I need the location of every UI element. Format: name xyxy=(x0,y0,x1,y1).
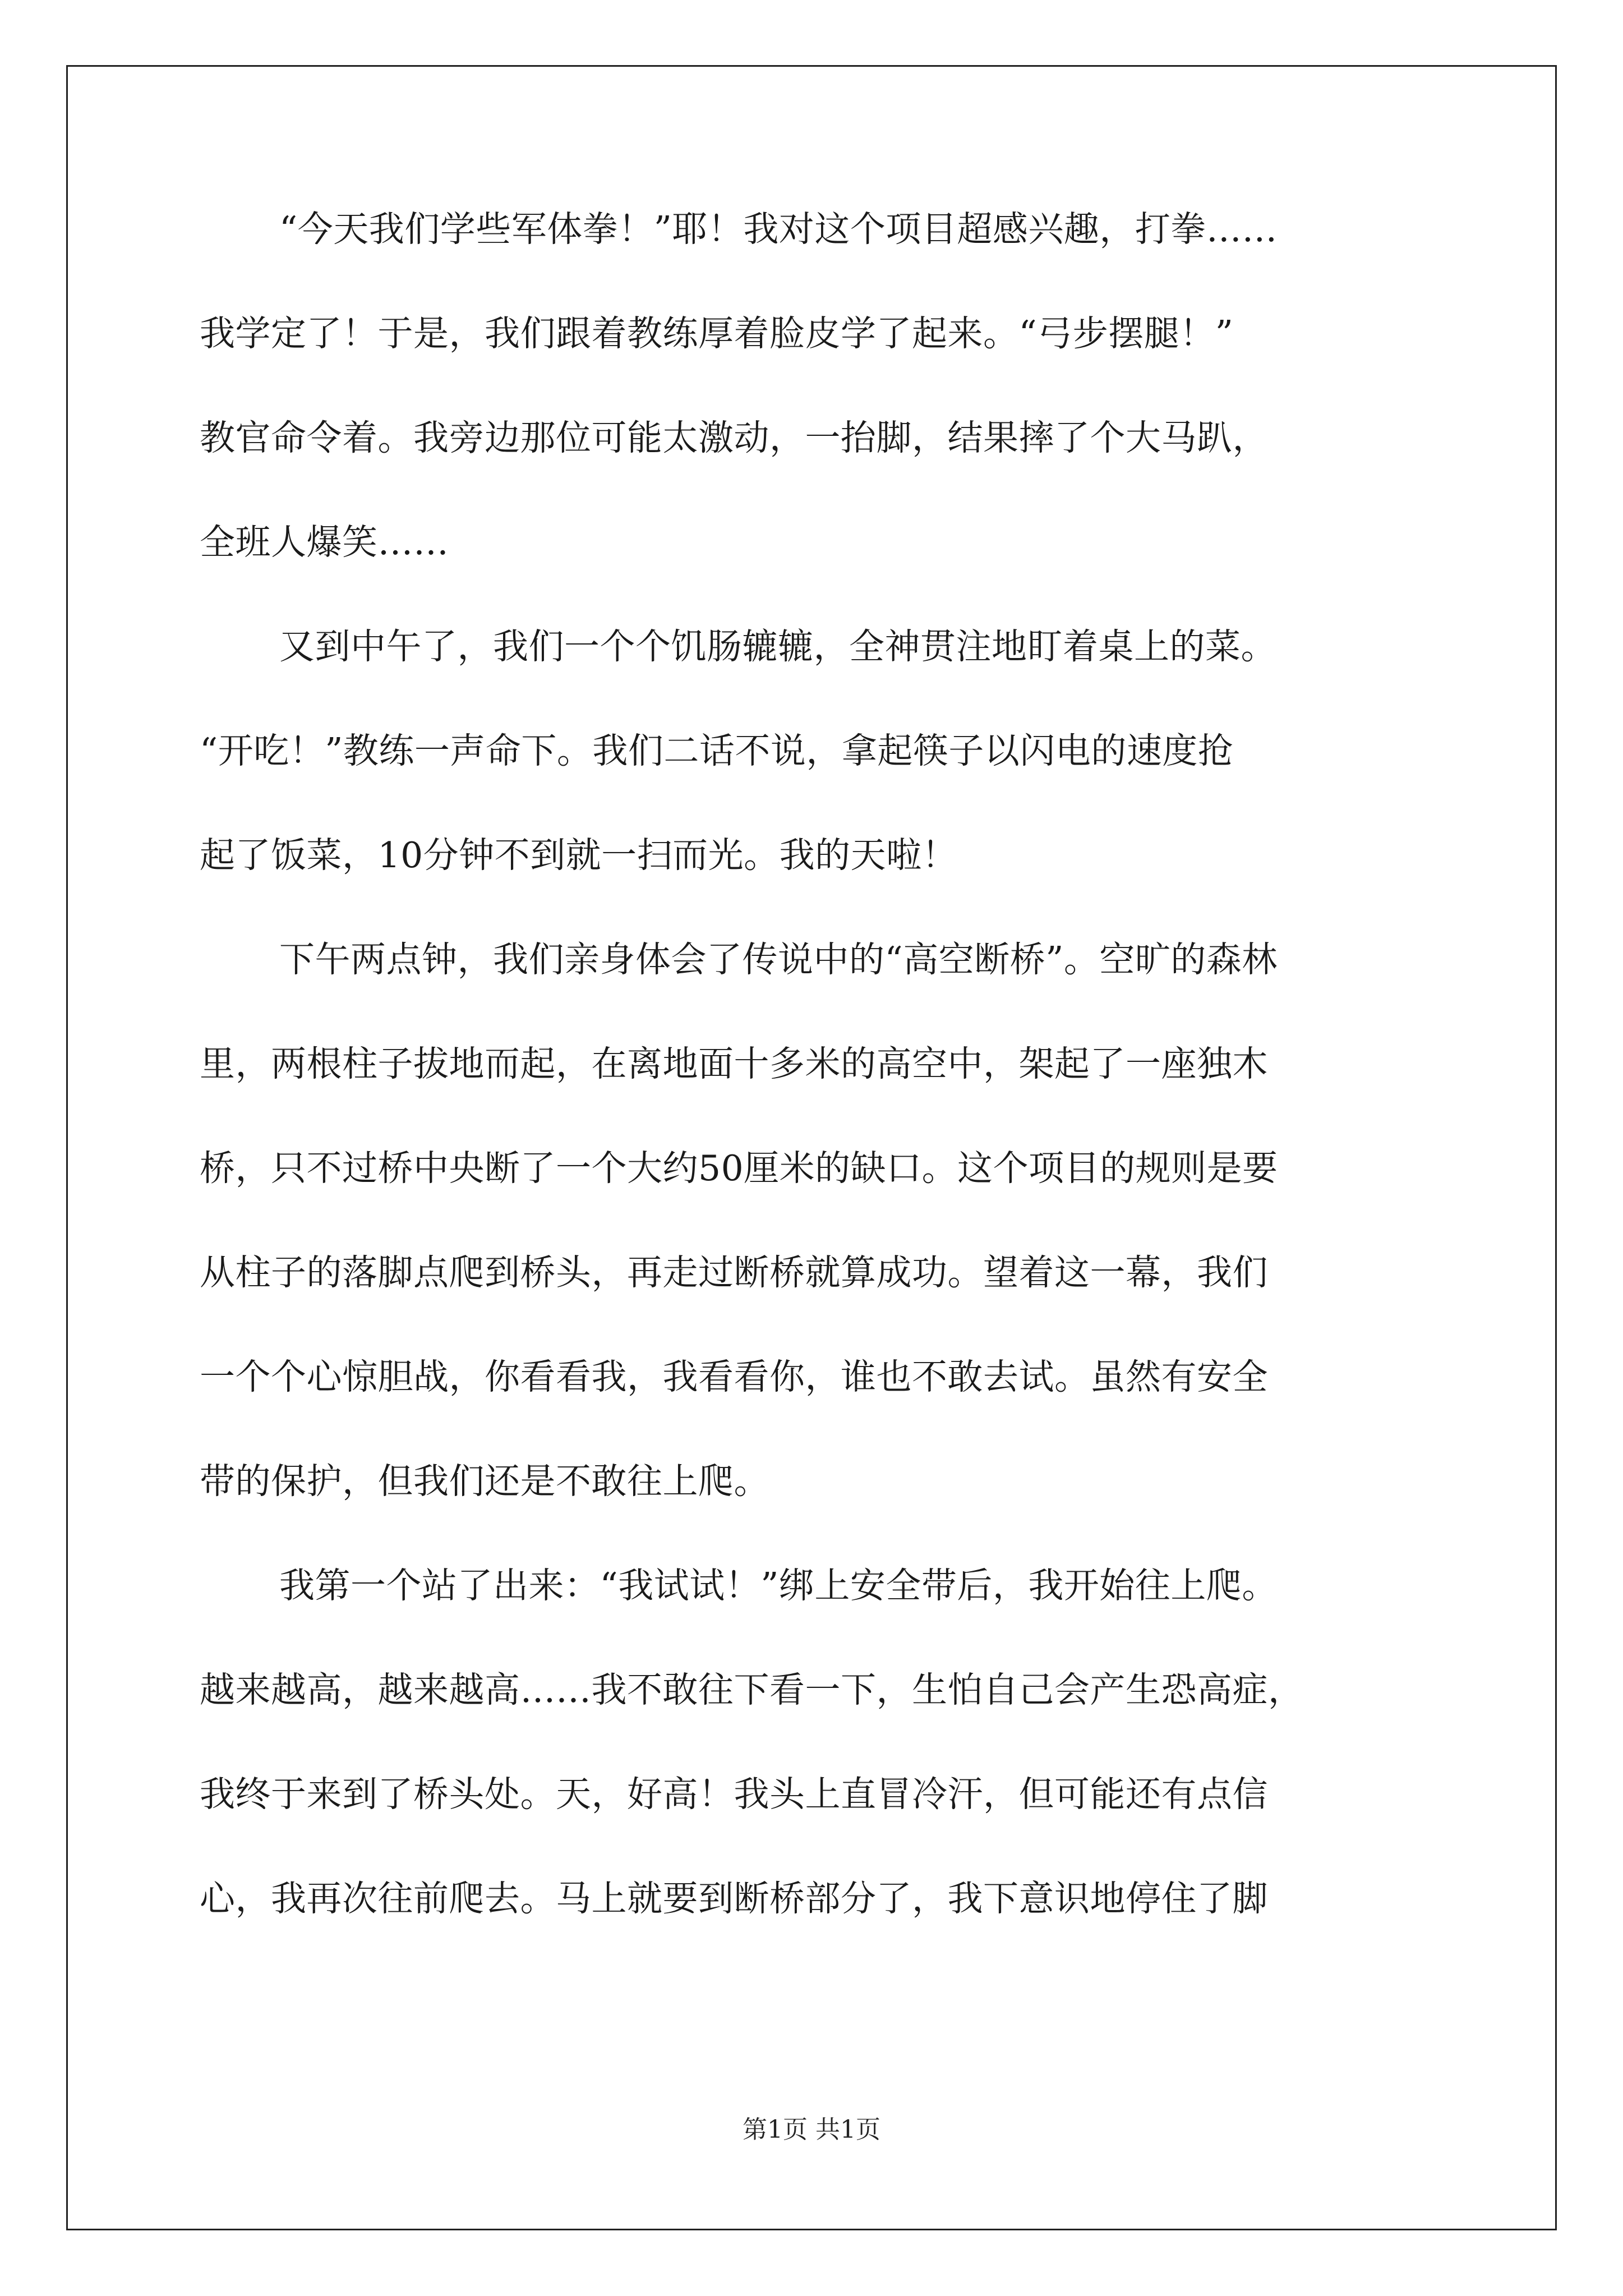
paragraph-3-line-6: 带的保护，但我们还是不敢往上爬。 xyxy=(200,1461,769,1502)
paragraph-2-line-1: 又到中午了，我们一个个饥肠辘辘，全神贯注地盯着桌上的菜。 xyxy=(279,626,1276,667)
paragraph-4-line-2: 越来越高，越来越高……我不敢往下看一下，生怕自己会产生恐高症， xyxy=(200,1669,1304,1710)
paragraph-3-line-1: 下午两点钟，我们亲身体会了传说中的“高空断桥”。空旷的森林 xyxy=(279,939,1278,980)
paragraph-1-line-1: “今天我们学些军体拳！”耶！我对这个项目超感兴趣，打拳…… xyxy=(279,209,1278,250)
paragraph-3-line-5: 一个个心惊胆战，你看看我，我看看你，谁也不敢去试。虽然有安全 xyxy=(200,1356,1268,1397)
paragraph-3-line-2: 里，两根柱子拔地而起，在离地面十多米的高空中，架起了一座独木 xyxy=(200,1043,1268,1084)
paragraph-2-line-2: “开吃！”教练一声命下。我们二话不说，拿起筷子以闪电的速度抢 xyxy=(200,730,1234,771)
paragraph-4-line-4: 心，我再次往前爬去。马上就要到断桥部分了，我下意识地停住了脚 xyxy=(200,1878,1268,1919)
paragraph-3-line-3: 桥，只不过桥中央断了一个大约50厘米的缺口。这个项目的规则是要 xyxy=(200,1148,1278,1189)
paragraph-3-line-4: 从柱子的落脚点爬到桥头，再走过断桥就算成功。望着这一幕，我们 xyxy=(200,1252,1268,1293)
paragraph-1-line-4: 全班人爆笑…… xyxy=(200,522,449,563)
paragraph-2-line-3: 起了饭菜，10分钟不到就一扫而光。我的天啦！ xyxy=(200,835,958,876)
paragraph-4-line-1: 我第一个站了出来：“我试试！”绑上安全带后，我开始往上爬。 xyxy=(279,1565,1278,1606)
paragraph-4-line-3: 我终于来到了桥头处。天，好高！我头上直冒冷汗，但可能还有点信 xyxy=(200,1774,1268,1815)
paragraph-1-line-2: 我学定了！于是，我们跟着教练厚着脸皮学了起来。“弓步摆腿！” xyxy=(200,313,1234,354)
document-body xyxy=(200,210,1433,1984)
page-number-footer: 第1页 共1页 xyxy=(743,2115,880,2144)
paragraph-1-line-3: 教官命令着。我旁边那位可能太激动，一抬脚，结果摔了个大马趴， xyxy=(200,417,1268,458)
